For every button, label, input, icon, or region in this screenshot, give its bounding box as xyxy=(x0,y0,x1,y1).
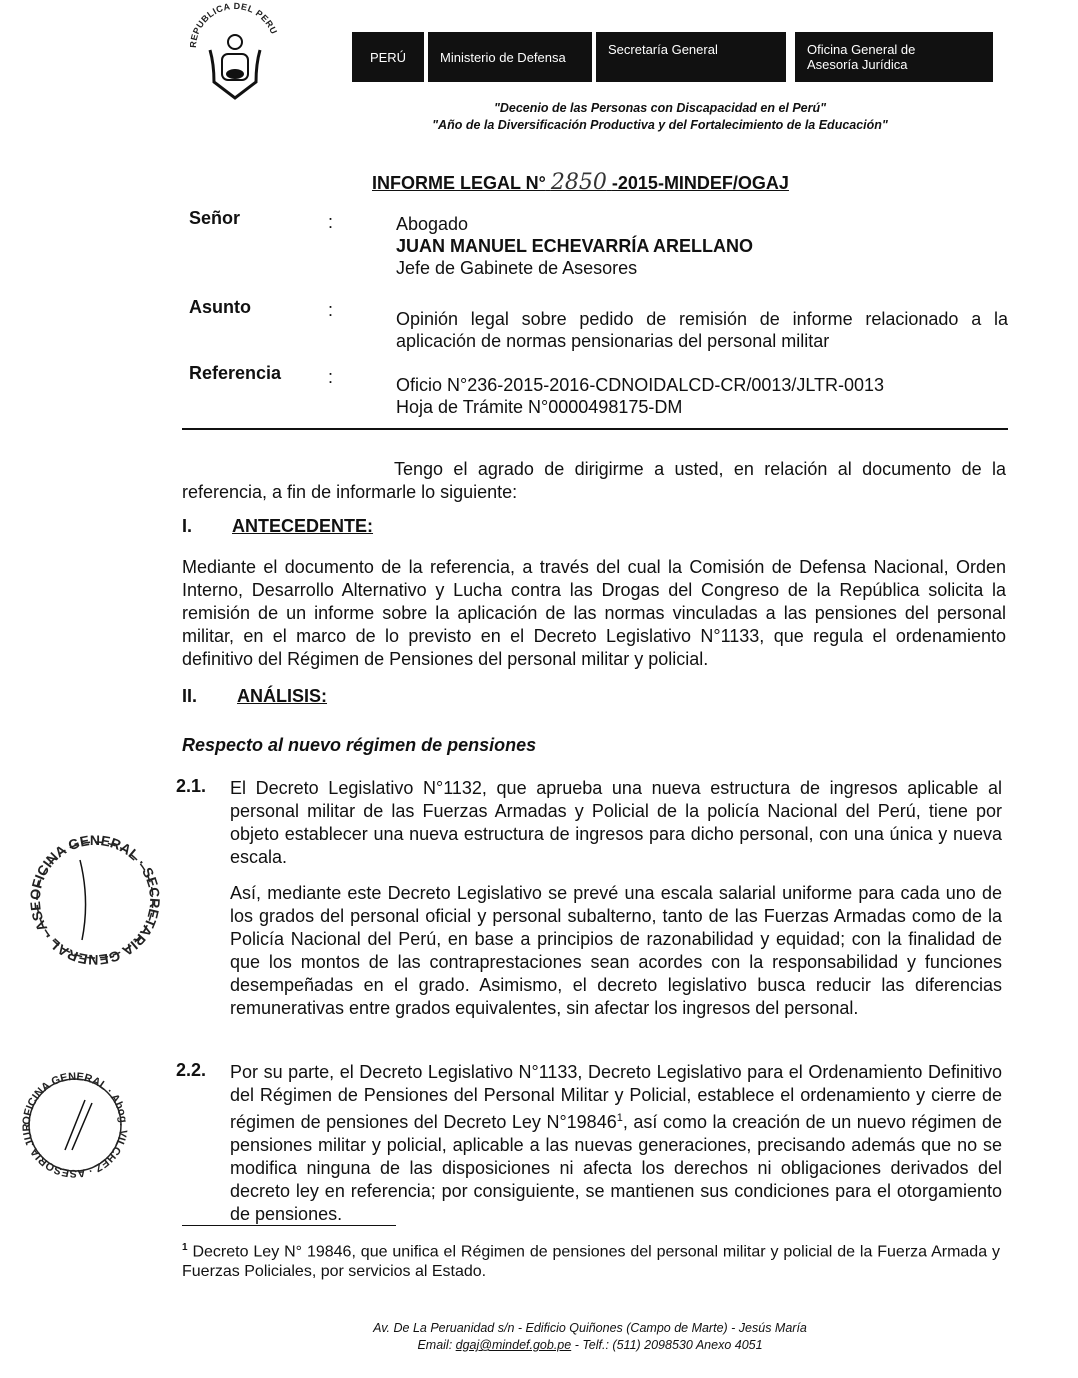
paragraph-2-1: El Decreto Legislativo N°1132, que aprueba una nueva estructura de ingresos aplicable al personal militar de las Fuerzas Armadas y Policial de la policía Nacional del Perú, tiene por objeto establecer una nueva estructura de ingresos para dicho personal, con una única y nueva escala. xyxy=(230,778,1002,867)
ogaj-stamp-2 xyxy=(20,1065,130,1200)
footnote-text: Decreto Ley N° 19846, que unifica el Régimen de pensiones del personal militar y policial de la Fuerza Armada y Fuerzas Policiales, por servicios al Estado. xyxy=(182,1243,1000,1281)
paragraph-2-2 xyxy=(230,1061,1002,1226)
motto-decade: "Decenio de las Personas con Discapacidad en el Perú" xyxy=(493,101,827,115)
footer xyxy=(360,1320,820,1354)
section-title: ANTECEDENTE: xyxy=(232,516,374,536)
section-number: II. xyxy=(182,686,198,706)
header-box-peru: PERÚ xyxy=(352,32,424,82)
reference-hoja-tramite: Hoja de Trámite N°0000498175-DM xyxy=(396,397,683,417)
subsection-title: Respecto al nuevo régimen de pensiones xyxy=(182,735,537,755)
section-1-heading xyxy=(182,516,373,537)
footnote-divider xyxy=(182,1225,396,1226)
crest-text: PUBLICA DEL PERU xyxy=(190,2,280,36)
footer-phone: - Telf.: (511) 2098530 Anexo 4051 xyxy=(574,1338,763,1352)
divider xyxy=(182,428,1008,430)
paragraph-2-1-continued: Así, mediante este Decreto Legislativo se prevé una escala salarial uniforme para cada uno de los grados del personal oficial y personal subalterno, tanto de las Fuerzas Armadas como de la Policía Nacional del Perú, en base a principios de razonabilidad y equidad; con la finalidad de que los montos de las contraprestaciones sean acordes con la responsabilidad y funciones desempeñadas en el grado. Asimismo, el decreto legislativo busca reducir las diferencias remunerativas entre grados equivalentes, sin afectar los ingresos del personal. xyxy=(230,883,1002,1018)
header-box-ogaj: Oficina General de Asesoría Jurídica xyxy=(795,32,993,82)
addressee-label: Señor xyxy=(189,208,241,228)
addressee-block xyxy=(396,213,1008,279)
reference-block xyxy=(396,374,1008,418)
reference-oficio: Oficio N°236-2015-2016-CDNOIDALCD-CR/0013/JLTR-0013 xyxy=(396,375,885,395)
svg-text:OFICINA GENERAL · Abog. VILCHE: OFICINA GENERAL · Abog. VILCHEZ · ASESORIA JUR xyxy=(20,1070,130,1180)
handwritten-report-number: 2850 xyxy=(550,170,607,195)
footer-address: Av. De La Peruanidad s/n - Edificio Quiñones (Campo de Marte) - Jesús María xyxy=(373,1321,807,1335)
addressee-name: JUAN MANUEL ECHEVARRÍA ARELLANO xyxy=(396,236,754,256)
paragraph-number: 2.1. xyxy=(176,776,207,796)
svg-text:OFICINA GENERAL · SECRETARIA G: OFICINA GENERAL · SE TARIA GENERAL · ASE xyxy=(26,831,160,969)
ogaj-stamp-1 xyxy=(20,800,160,995)
section-title: ANÁLISIS: xyxy=(237,686,328,706)
paragraph-text: , así como la creación de un nuevo régimen de pensiones militar y policial, aplicable a las nuevas generaciones, precisando además que no se modifica ninguna de las disposiciones ni afecta los derechos ni obligaciones derivados del decreto ley en referencia; por consiguiente, se mantienen sus condiciones para el otorgamiento de pensiones. xyxy=(230,1112,1002,1224)
reference-label: Referencia xyxy=(189,363,282,383)
email-label: Email: xyxy=(417,1338,453,1352)
colon: : xyxy=(328,367,334,387)
antecedente-paragraph: Mediante el documento de la referencia, a través del cual la Comisión de Defensa Nacional, Orden Interno, Desarrollo Alternativo y Lucha contra las Drogas del Congreso de la República solicita la remisión de un informe sobre la aplicación de las normas vinculadas a las pensiones del personal militar, en el marco de lo previsto en el Decreto Legislativo N°1133, que regula el ordenamiento definitivo del Régimen de Pensiones del personal militar y policial. xyxy=(182,557,1006,669)
subject-text: Opinión legal sobre pedido de remisión de informe relacionado a la aplicación de normas pensionarias del personal militar xyxy=(396,309,1008,351)
footer-contact xyxy=(360,1337,820,1354)
addressee-position: Jefe de Gabinete de Asesores xyxy=(396,258,638,278)
footnote-reference: 1 xyxy=(616,1112,623,1124)
addressee-title: Abogado xyxy=(396,214,469,234)
motto-year: "Año de la Diversificación Productiva y del Fortalecimiento de la Educación" xyxy=(432,118,888,132)
colon: : xyxy=(328,212,334,232)
footnote xyxy=(182,1238,1000,1282)
title-prefix: INFORME LEGAL N° xyxy=(372,173,546,193)
colon: : xyxy=(328,300,334,320)
section-number: I. xyxy=(182,516,193,536)
section-2-heading xyxy=(182,686,327,707)
subject-label: Asunto xyxy=(189,297,251,317)
email-link[interactable]: dgaj@mindef.gob.pe xyxy=(455,1338,572,1352)
intro-paragraph: Tengo el agrado de dirigirme a usted, en relación al documento de la referencia, a fin de informarle lo siguiente: xyxy=(182,459,1006,502)
document-title xyxy=(372,170,789,195)
title-suffix: -2015-MINDEF/OGAJ xyxy=(611,173,789,193)
coat-of-arms-logo xyxy=(190,2,280,104)
footnote-mark: 1 xyxy=(182,1242,188,1253)
paragraph-number: 2.2. xyxy=(176,1060,207,1080)
svg-text:REPUBLICA DEL PERU xyxy=(190,2,279,48)
header-box-ministry: Ministerio de Defensa xyxy=(428,32,592,82)
paragraph-text: Por su parte, el Decreto Legislativo N°1133, Decreto Legislativo para el Ordenamiento Definitivo del Régimen de Pensiones del Personal Militar y Policial, establece el ordenamiento y cierre de régimen de pensiones del Decreto Ley N°19846 xyxy=(230,1062,1002,1132)
header-box-secretaria: Secretaría General xyxy=(596,32,786,82)
